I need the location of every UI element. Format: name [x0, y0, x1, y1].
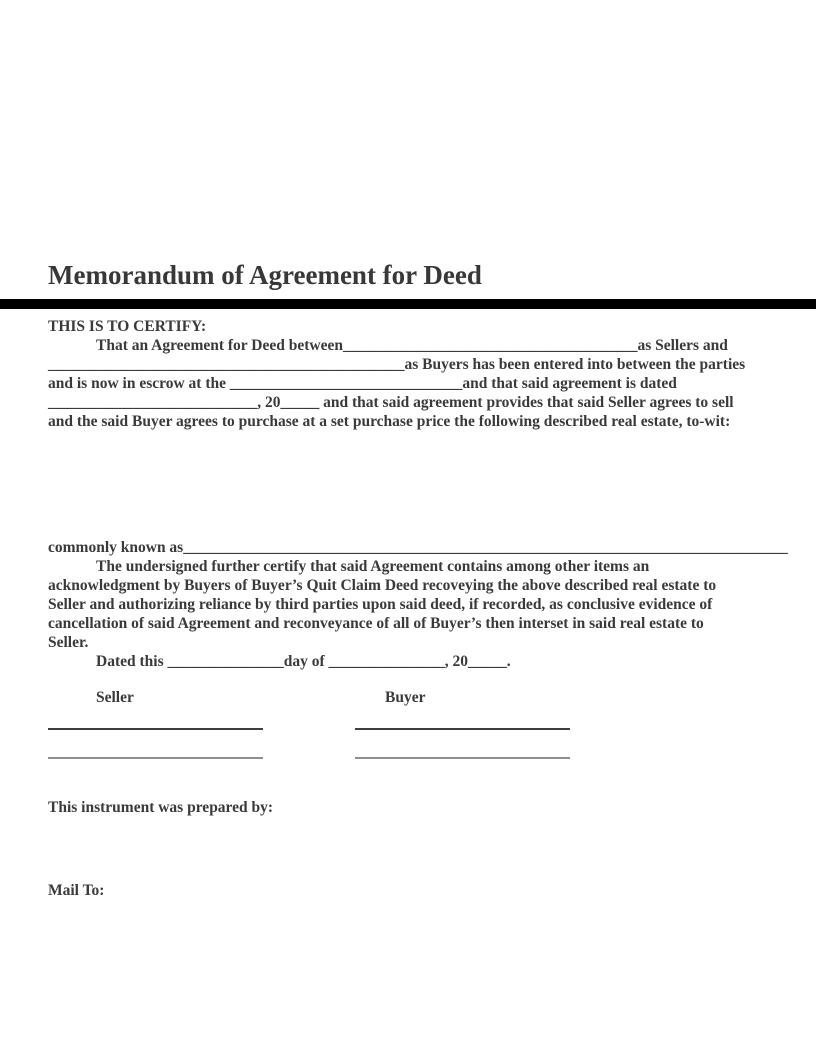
certify-heading: THIS IS TO CERTIFY:	[48, 318, 207, 335]
mail-to-label: Mail To:	[48, 882, 105, 899]
prepared-by-label: This instrument was prepared by:	[48, 799, 274, 816]
certify-paragraph	[48, 317, 768, 431]
undersigned-line-2: acknowledgment by Buyers of Buyer’s Quit Claim Deed recoveying the above described real estate to	[48, 577, 717, 594]
seller-signature-line-2	[48, 757, 263, 759]
seller-label: Seller	[96, 689, 134, 706]
legal-description-blank-space	[48, 432, 768, 536]
undersigned-line-5: Seller.	[48, 634, 89, 651]
buyer-signature-line-1	[355, 728, 570, 730]
commonly-known-as-line: commonly known as______________________________________________________________________________	[48, 539, 788, 556]
undersigned-line-4: cancellation of said Agreement and reconveyance of all of Buyer’s then interset in said real estate to	[48, 615, 704, 632]
undersigned-line-1: The undersigned further certify that said Agreement contains among other items an	[96, 558, 650, 575]
acknowledgment-paragraph	[48, 538, 788, 671]
undersigned-line-3: Seller and authorizing reliance by third parties upon said deed, if recorded, as conclusive evidence of	[48, 596, 713, 613]
buyer-label: Buyer	[385, 689, 426, 706]
certify-line-agreement-date: ___________________________, 20_____ and that said agreement provides that said Seller agrees to sell	[48, 394, 734, 411]
buyer-signature-line-2	[355, 757, 570, 759]
title-divider-rule	[0, 299, 816, 309]
certify-line-purchase-price: and the said Buyer agrees to purchase at a set purchase price the following described real estate, to-wit:	[48, 413, 731, 430]
dated-line: Dated this _______________day of _______________, 20_____.	[96, 653, 511, 670]
seller-signature-line-1	[48, 728, 263, 730]
certify-line-escrow: and is now in escrow at the ______________________________and that said agreement is dated	[48, 375, 677, 392]
document-title: Memorandum of Agreement for Deed	[48, 260, 482, 290]
certify-line-as-buyers: ______________________________________________as Buyers has been entered into between the parties	[48, 356, 746, 373]
certify-line-agreement-between: That an Agreement for Deed between______________________________________as Sellers and	[96, 337, 728, 354]
